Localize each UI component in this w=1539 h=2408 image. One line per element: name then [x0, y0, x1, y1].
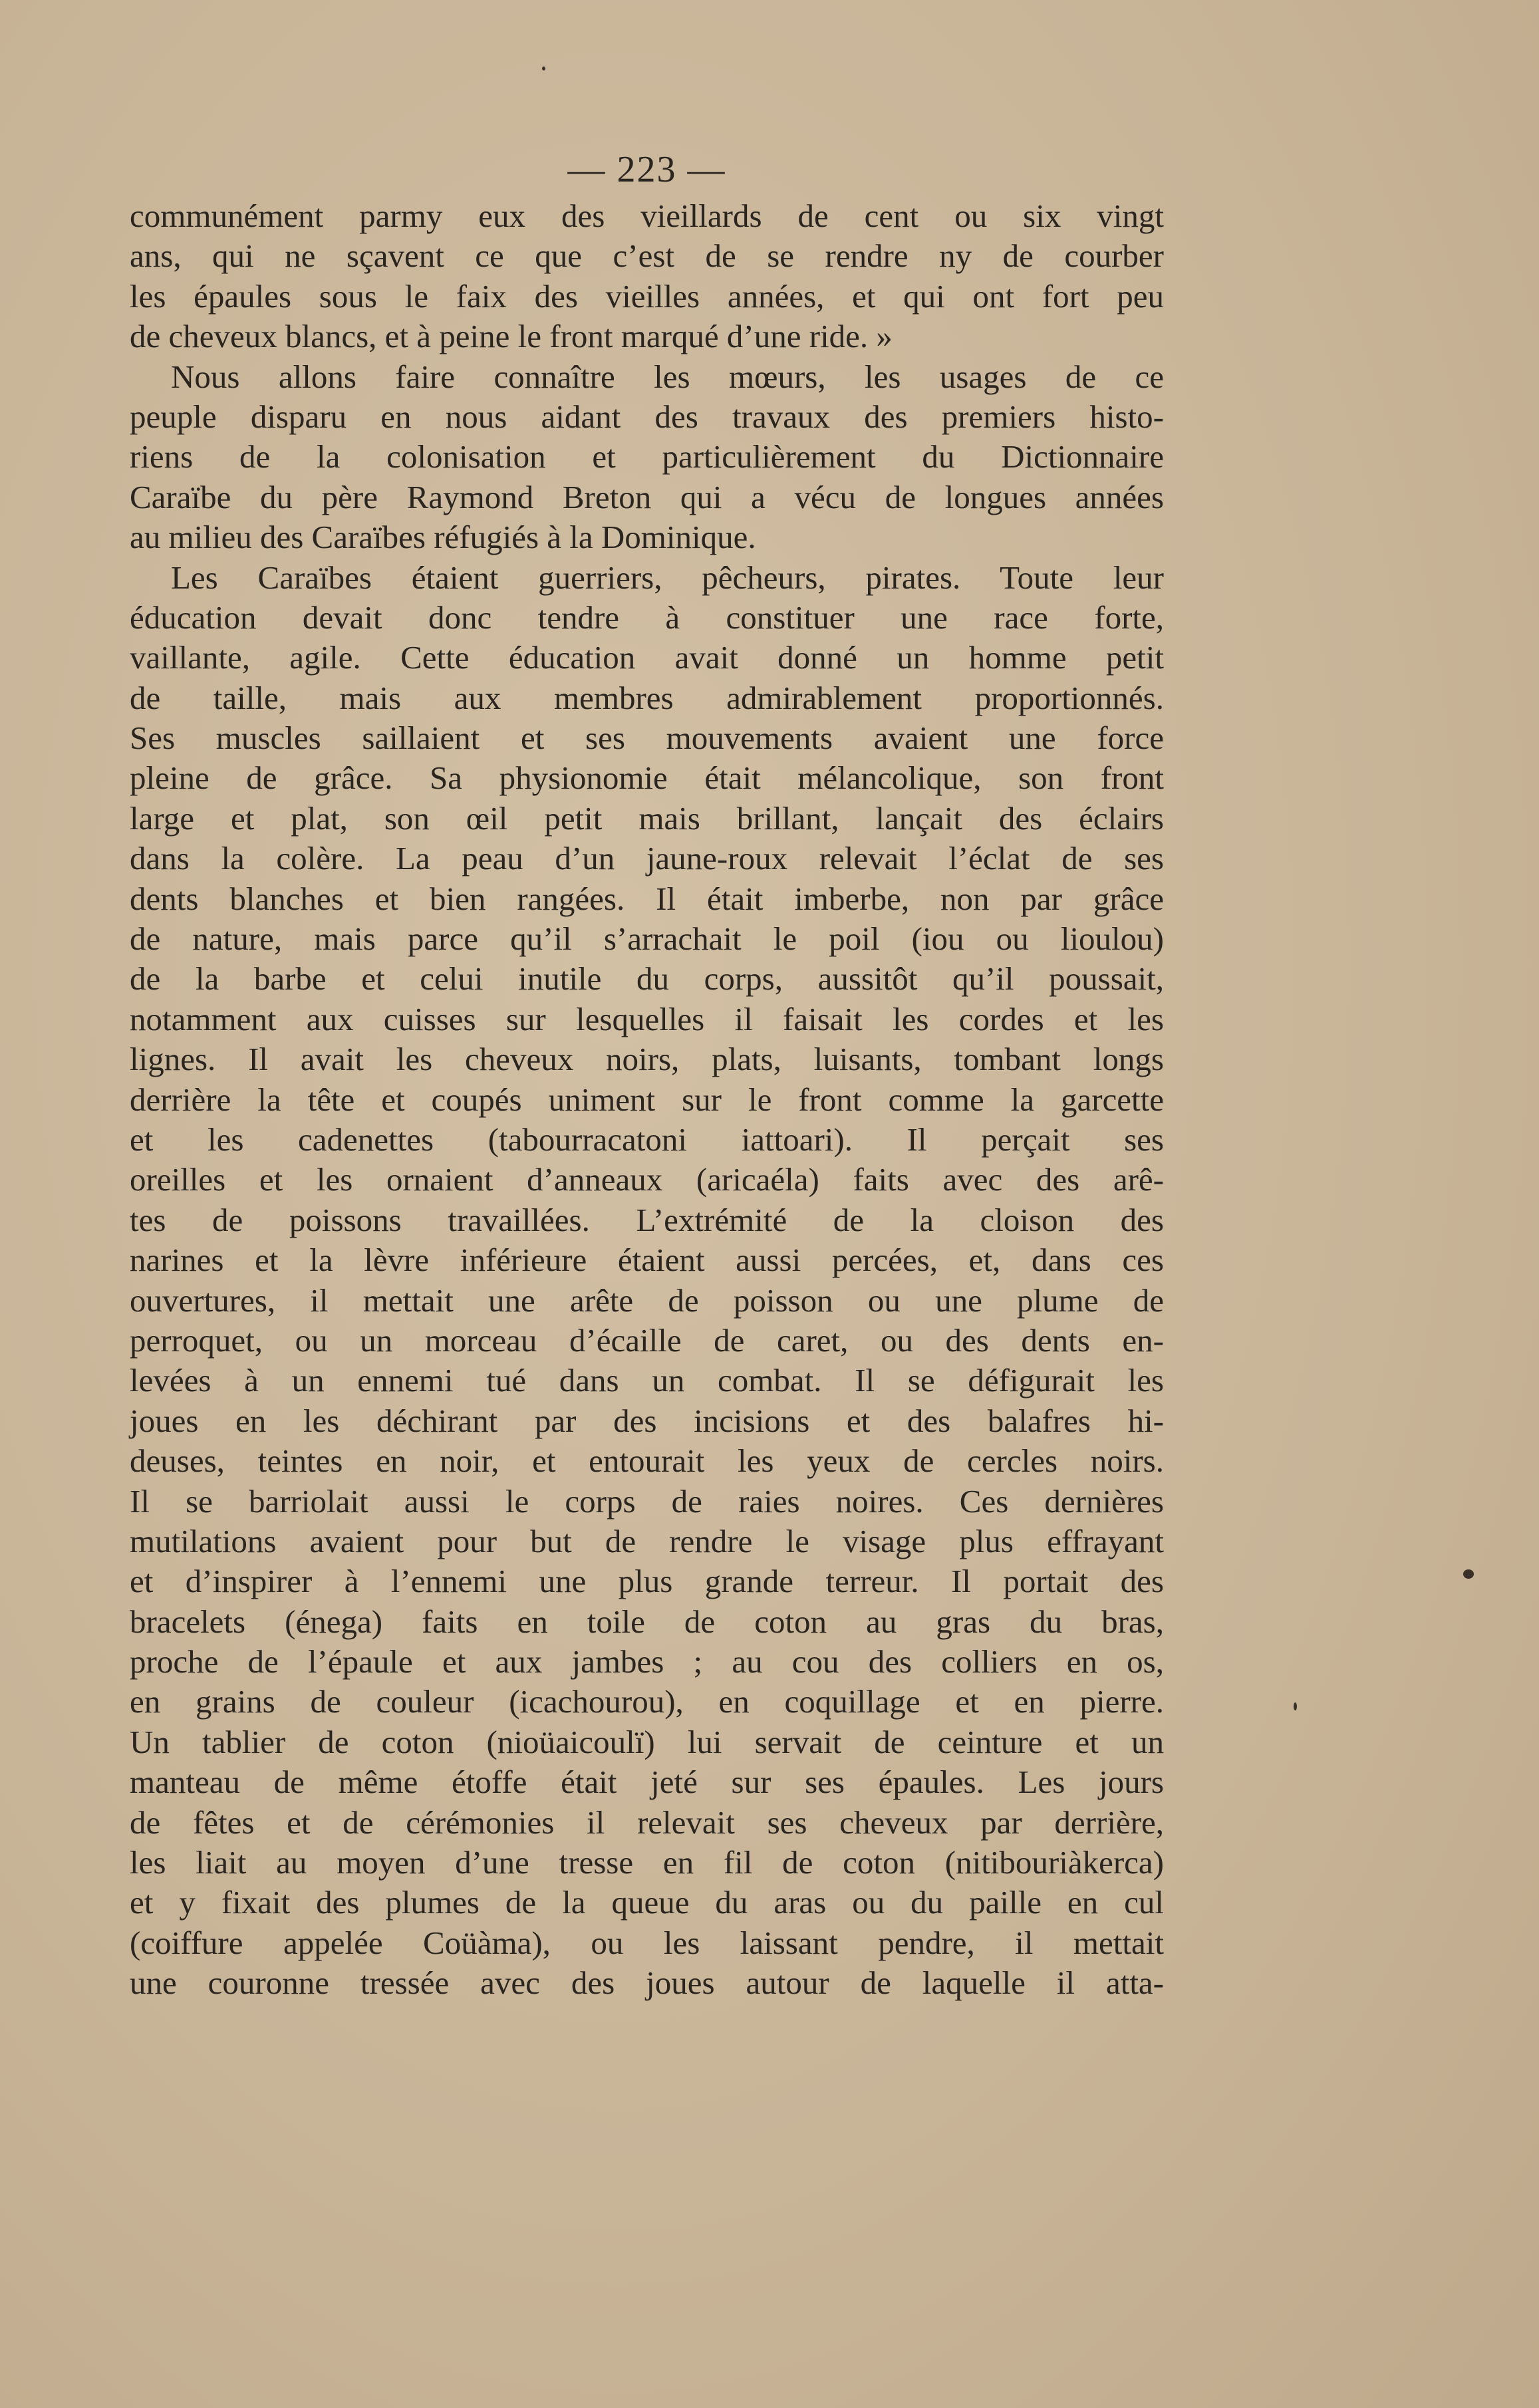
text-line: vaillante, agile. Cette éducation avait donné un homme petit — [130, 639, 1164, 676]
text-line: de nature, mais parce qu’il s’arrachait le poil (iou ou lioulou) — [130, 920, 1164, 958]
ink-speck — [542, 67, 545, 70]
text-line: dans la colère. La peau d’un jaune-roux relevait l’éclat de ses — [130, 840, 1164, 877]
text-line: peuple disparu en nous aidant des travaux des premiers histo- — [130, 398, 1164, 435]
text-line: riens de la colonisation et particulièrement du Dictionnaire — [130, 438, 1164, 475]
text-line: Ses muscles saillaient et ses mouvements avaient une force — [130, 720, 1164, 757]
text-line: de fêtes et de cérémonies il relevait ses cheveux par derrière, — [130, 1804, 1164, 1841]
text-line: Il se barriolait aussi le corps de raies noires. Ces dernières — [130, 1482, 1164, 1520]
text-line: narines et la lèvre inférieure étaient aussi percées, et, dans ces — [130, 1242, 1164, 1279]
page-text — [130, 196, 1164, 2004]
text-line: Un tablier de coton (nioüaicoulï) lui servait de ceinture et un — [130, 1723, 1164, 1760]
text-line: de cheveux blancs, et à peine le front marqué d’une ride. » — [130, 318, 893, 355]
text-line: de la barbe et celui inutile du corps, aussitôt qu’il poussait, — [130, 960, 1164, 998]
text-line: une couronne tressée avec des joues autour de laquelle il atta- — [130, 1964, 1164, 2002]
ink-speck — [1294, 1702, 1297, 1710]
text-line: en grains de couleur (icachourou), en coquillage et en pierre. — [130, 1683, 1164, 1720]
text-line: bracelets (énega) faits en toile de coton au gras du bras, — [130, 1603, 1164, 1640]
text-line: large et plat, son œil petit mais brillant, lançait des éclairs — [130, 799, 1164, 837]
text-line: joues en les déchirant par des incisions et des balafres hi- — [130, 1402, 1164, 1439]
text-line: derrière la tête et coupés uniment sur le front comme la garcette — [130, 1081, 1164, 1118]
text-line: et d’inspirer à l’ennemi une plus grande terreur. Il portait des — [130, 1563, 1164, 1600]
text-line: Les Caraïbes étaient guerriers, pêcheurs, pirates. Toute leur — [171, 559, 1164, 596]
text-line: oreilles et les ornaient d’anneaux (aricaéla) faits avec des arê- — [130, 1161, 1164, 1198]
text-line: tes de poissons travaillées. L’extrémité de la cloison des — [130, 1201, 1164, 1238]
text-line: au milieu des Caraïbes réfugiés à la Dominique. — [130, 519, 756, 556]
text-line: et y fixait des plumes de la queue du aras ou du paille en cul — [130, 1884, 1164, 1921]
text-line: communément parmy eux des vieillards de cent ou six vingt — [130, 198, 1164, 234]
text-line: perroquet, ou un morceau d’écaille de caret, ou des dents en- — [130, 1321, 1164, 1359]
text-line: les liait au moyen d’une tresse en fil de coton (nitibouriàkerca) — [130, 1844, 1164, 1881]
book-page — [130, 143, 1164, 2004]
text-line: ans, qui ne sçavent ce que c’est de se rendre ny de courber — [130, 237, 1164, 275]
text-line: deuses, teintes en noir, et entourait les yeux de cercles noirs. — [130, 1442, 1164, 1480]
ink-speck — [1463, 1569, 1474, 1579]
text-line: éducation devait donc tendre à constituer une race forte, — [130, 599, 1164, 636]
text-line: proche de l’épaule et aux jambes ; au cou des colliers en os, — [130, 1643, 1164, 1680]
text-line: dents blanches et bien rangées. Il était imberbe, non par grâce — [130, 880, 1164, 917]
text-line: mutilations avaient pour but de rendre le visage plus effrayant — [130, 1522, 1164, 1559]
text-line: pleine de grâce. Sa physionomie était mélancolique, son front — [130, 759, 1164, 797]
text-line: Nous allons faire connaître les mœurs, les usages de ce — [171, 358, 1164, 395]
text-line: de taille, mais aux membres admirablement proportionnés. — [130, 679, 1164, 716]
text-line: ouvertures, il mettait une arête de poisson ou une plume de — [130, 1281, 1164, 1319]
text-line: Caraïbe du père Raymond Breton qui a vécu de longues années — [130, 478, 1164, 515]
text-line: lignes. Il avait les cheveux noirs, plats, luisants, tombant longs — [130, 1041, 1164, 1078]
text-line: et les cadenettes (tabourracatoni iattoari). Il perçait ses — [130, 1121, 1164, 1158]
text-line: manteau de même étoffe était jeté sur ses épaules. Les jours — [130, 1764, 1164, 1801]
page-number: — 223 — — [567, 149, 726, 190]
text-line: (coiffure appelée Coüàma), ou les laissant pendre, il mettait — [130, 1924, 1164, 1961]
text-line: levées à un ennemi tué dans un combat. Il se défigurait les — [130, 1362, 1164, 1399]
text-line: les épaules sous le faix des vieilles années, et qui ont fort peu — [130, 277, 1164, 315]
text-line: notamment aux cuisses sur lesquelles il faisait les cordes et les — [130, 1000, 1164, 1037]
